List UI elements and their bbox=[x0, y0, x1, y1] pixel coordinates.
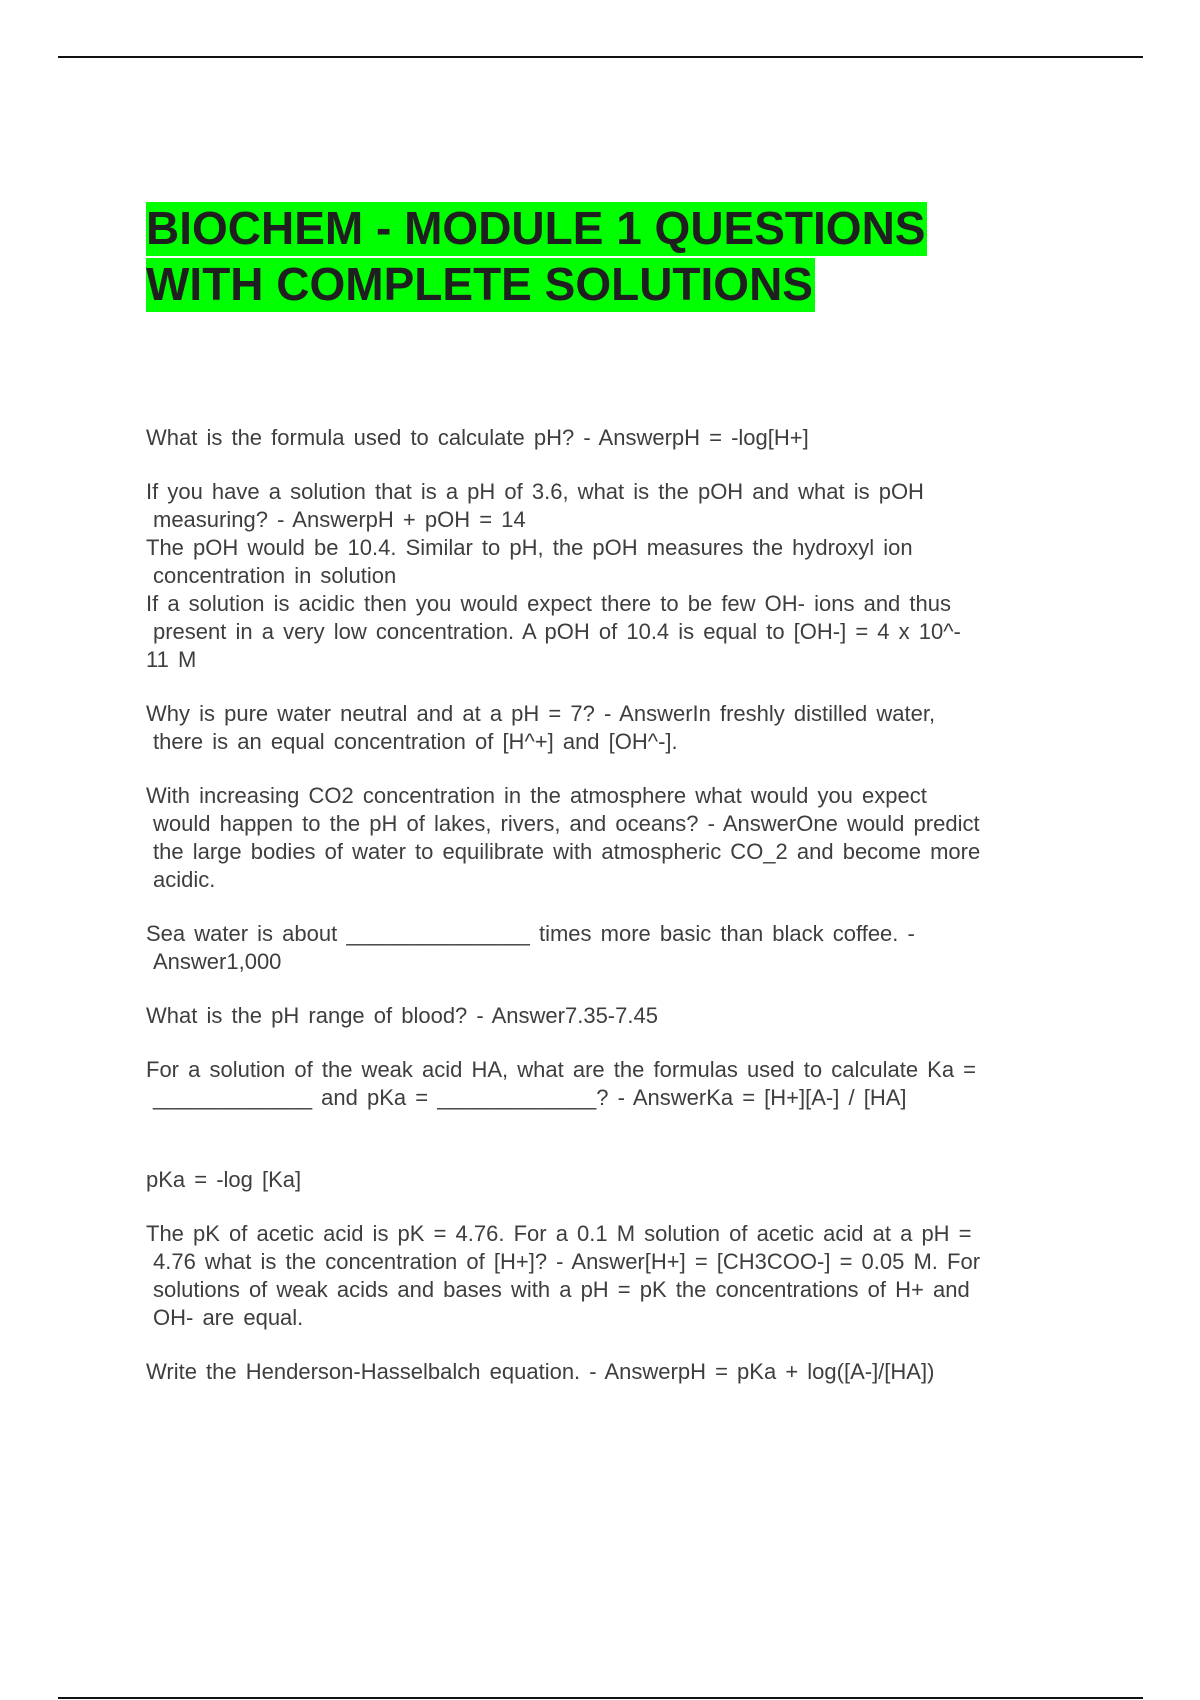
qa-line: With increasing CO2 concentration in the atmosphere what would you expect bbox=[146, 783, 927, 808]
qa-line: OH- are equal. bbox=[153, 1305, 304, 1330]
title-highlight: BIOCHEM - MODULE 1 QUESTIONS WITH COMPLETE SOLUTIONS bbox=[146, 202, 926, 310]
qa-line: would happen to the pH of lakes, rivers, and oceans? - AnswerOne would predict bbox=[153, 811, 980, 836]
qa-item-acetic-acid bbox=[146, 1220, 1086, 1332]
qa-line: The pK of acetic acid is pK = 4.76. For a 0.1 M solution of acetic acid at a pH = bbox=[146, 1221, 972, 1246]
qa-line: For a solution of the weak acid HA, what are the formulas used to calculate Ka = bbox=[146, 1057, 977, 1082]
qa-line: measuring? - AnswerpH + pOH = 14 bbox=[153, 507, 526, 532]
qa-line: _____________ and pKa = _____________? - AnswerKa = [H+][A-] / [HA] bbox=[153, 1085, 907, 1110]
qa-line: Answer1,000 bbox=[153, 949, 282, 974]
qa-line: the large bodies of water to equilibrate with atmospheric CO_2 and become more bbox=[153, 839, 981, 864]
qa-item-henderson-hasselbalch: Write the Henderson-Hasselbalch equation. - AnswerpH = pKa + log([A-]/[HA]) bbox=[146, 1359, 935, 1384]
qa-line: concentration in solution bbox=[153, 563, 397, 588]
qa-line: The pOH would be 10.4. Similar to pH, the pOH measures the hydroxyl ion bbox=[146, 535, 913, 560]
qa-line: Why is pure water neutral and at a pH = 7? - AnswerIn freshly distilled water, bbox=[146, 701, 936, 726]
bottom-rule bbox=[58, 1697, 1143, 1699]
qa-item-neutral-water bbox=[146, 700, 1086, 756]
qa-line: If a solution is acidic then you would expect there to be few OH- ions and thus bbox=[146, 591, 951, 616]
qa-line: 4.76 what is the concentration of [H+]? - Answer[H+] = [CH3COO-] = 0.05 M. For bbox=[153, 1249, 981, 1274]
qa-item-ph-formula: What is the formula used to calculate pH? - AnswerpH = -log[H+] bbox=[146, 425, 809, 450]
qa-line: solutions of weak acids and bases with a pH = pK the concentrations of H+ and bbox=[153, 1277, 970, 1302]
qa-item-poh bbox=[146, 478, 1086, 674]
qa-line: present in a very low concentration. A pOH of 10.4 is equal to [OH-] = 4 x 10^- bbox=[153, 619, 961, 644]
qa-item-sea-water bbox=[146, 920, 1086, 976]
qa-item-ka-formulas bbox=[146, 1056, 1086, 1194]
qa-line: Sea water is about _______________ times more basic than black coffee. - bbox=[146, 921, 915, 946]
page-title bbox=[146, 200, 1046, 312]
qa-line: acidic. bbox=[153, 867, 216, 892]
qa-line: there is an equal concentration of [H^+] and [OH^-]. bbox=[153, 729, 678, 754]
qa-line: pKa = -log [Ka] bbox=[146, 1167, 302, 1192]
qa-item-co2 bbox=[146, 782, 1086, 894]
qa-item-blood-ph: What is the pH range of blood? - Answer7.35-7.45 bbox=[146, 1003, 658, 1028]
qa-line: If you have a solution that is a pH of 3.6, what is the pOH and what is pOH bbox=[146, 479, 924, 504]
qa-content bbox=[146, 424, 1086, 1386]
top-rule bbox=[58, 56, 1143, 58]
qa-line: 11 M bbox=[146, 647, 197, 672]
